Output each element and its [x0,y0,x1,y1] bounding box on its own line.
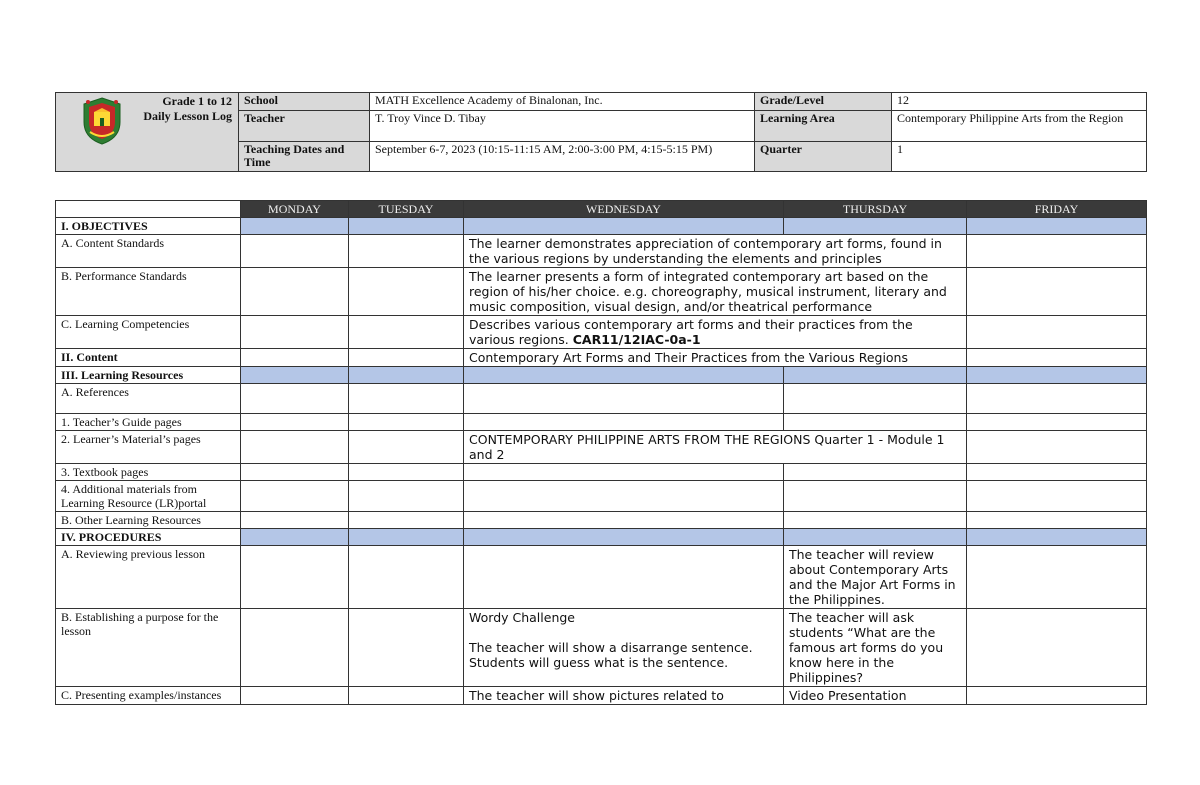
empty-cell [241,481,349,512]
empty-cell [967,384,1147,414]
empty-cell [349,384,464,414]
title-line1: Grade 1 to 12 [162,94,232,108]
empty-cell [967,464,1147,481]
performance-standards-label: B. Performance Standards [56,268,241,316]
empty-cell [241,546,349,609]
day-tuesday: TUESDAY [349,201,464,218]
empty-cell [349,268,464,316]
presenting-thursday: Video Presentation [784,687,967,705]
empty-cell [349,464,464,481]
empty-cell [349,349,464,367]
empty-cell [464,546,784,609]
empty-cell [349,687,464,705]
establishing-thursday: The teacher will ask students “What are the famous art forms do you know here in the Philippines? [784,609,967,687]
quarter-value: 1 [892,142,1147,172]
reviewing-label: A. Reviewing previous lesson [56,546,241,609]
empty-cell [241,464,349,481]
empty-cell [349,546,464,609]
empty-cell [784,481,967,512]
quarter-label: Quarter [755,142,892,172]
empty-cell [241,235,349,268]
blue-cell [464,367,784,384]
empty-cell [241,384,349,414]
empty-cell [784,512,967,529]
establishing-label: B. Establishing a purpose for the lesson [56,609,241,687]
empty-cell [349,481,464,512]
blue-cell [967,218,1147,235]
additional-materials-label: 4. Additional materials from Learning Resource (LR)portal [56,481,241,512]
content-value: Contemporary Art Forms and Their Practices from the Various Regions [464,349,967,367]
title-line2: Daily Lesson Log [143,109,232,123]
grade-label: Grade/Level [755,93,892,111]
empty-cell [241,609,349,687]
empty-cell [464,464,784,481]
section-procedures: IV. PROCEDURES [56,529,241,546]
empty-cell [967,268,1147,316]
blue-cell [241,218,349,235]
empty-cell [241,431,349,464]
competencies-value [464,316,967,349]
blue-cell [784,367,967,384]
section-objectives: I. OBJECTIVES [56,218,241,235]
empty-cell [967,512,1147,529]
title-block [56,93,239,172]
day-thursday: THURSDAY [784,201,967,218]
wordy-challenge-title: Wordy Challenge [469,610,575,625]
lesson-log-table [55,200,1147,705]
teachers-guide-label: 1. Teacher’s Guide pages [56,414,241,431]
empty-cell [784,384,967,414]
empty-cell [464,384,784,414]
presenting-label: C. Presenting examples/instances [56,687,241,705]
day-wednesday: WEDNESDAY [464,201,784,218]
teacher-value: T. Troy Vince D. Tibay [370,111,755,142]
competencies-label: C. Learning Competencies [56,316,241,349]
school-seal-logo [80,96,124,146]
blue-cell [967,367,1147,384]
empty-cell [967,414,1147,431]
school-value: MATH Excellence Academy of Binalonan, Inc. [370,93,755,111]
area-label: Learning Area [755,111,892,142]
blue-cell [464,529,784,546]
blue-cell [241,367,349,384]
textbook-label: 3. Textbook pages [56,464,241,481]
performance-standards-value: The learner presents a form of integrated contemporary art based on the region of his/her choice. e.g. choreography, musical instrument, literary and music composition, visual design, and/or theatrical performance [464,268,967,316]
teacher-label: Teacher [239,111,370,142]
empty-cell [967,349,1147,367]
empty-cell [349,414,464,431]
empty-cell [241,268,349,316]
blue-cell [967,529,1147,546]
establishing-wednesday [464,609,784,687]
empty-cell [784,414,967,431]
empty-cell [464,512,784,529]
learners-material-value: CONTEMPORARY PHILIPPINE ARTS FROM THE REGIONS Quarter 1 - Module 1 and 2 [464,431,967,464]
empty-cell [967,609,1147,687]
other-resources-label: B. Other Learning Resources [56,512,241,529]
dates-label: Teaching Dates and Time [239,142,370,172]
content-standards-value: The learner demonstrates appreciation of contemporary art forms, found in the various regions by understanding the elements and principles [464,235,967,268]
empty-cell [349,512,464,529]
empty-cell [784,464,967,481]
school-label: School [239,93,370,111]
empty-cell [241,414,349,431]
empty-cell [241,349,349,367]
grade-value: 12 [892,93,1147,111]
empty-cell [241,512,349,529]
area-value: Contemporary Philippine Arts from the Region [892,111,1147,142]
empty-cell [241,687,349,705]
empty-cell [464,414,784,431]
empty-cell [967,431,1147,464]
empty-cell [967,687,1147,705]
empty-cell [967,481,1147,512]
day-friday: FRIDAY [967,201,1147,218]
content-standards-label: A. Content Standards [56,235,241,268]
empty-cell [349,316,464,349]
empty-cell [967,316,1147,349]
reviewing-thursday: The teacher will review about Contemporary Arts and the Major Art Forms in the Philippines. [784,546,967,609]
empty-cell [241,316,349,349]
day-monday: MONDAY [241,201,349,218]
blue-cell [784,529,967,546]
empty-cell [349,431,464,464]
blue-cell [784,218,967,235]
competencies-text: Describes various contemporary art forms and their practices from the various regions. [469,317,913,347]
blue-cell [349,529,464,546]
presenting-wednesday: The teacher will show pictures related to [464,687,784,705]
empty-cell [349,609,464,687]
learners-material-label: 2. Learner’s Material’s pages [56,431,241,464]
wordy-challenge-body: The teacher will show a disarrange sentence. Students will guess what is the sentence. [469,640,753,670]
blue-cell [349,367,464,384]
empty-cell [967,546,1147,609]
section-learning-resources: III. Learning Resources [56,367,241,384]
header-table [55,92,1147,172]
blue-cell [349,218,464,235]
content-label: II. Content [56,349,241,367]
references-label: A. References [56,384,241,414]
corner-cell [56,201,241,218]
empty-cell [349,235,464,268]
empty-cell [464,481,784,512]
competencies-code: CAR11/12IAC-0a-1 [572,332,701,347]
blue-cell [241,529,349,546]
empty-cell [967,235,1147,268]
dates-value: September 6-7, 2023 (10:15-11:15 AM, 2:00-3:00 PM, 4:15-5:15 PM) [370,142,755,172]
blue-cell [464,218,784,235]
